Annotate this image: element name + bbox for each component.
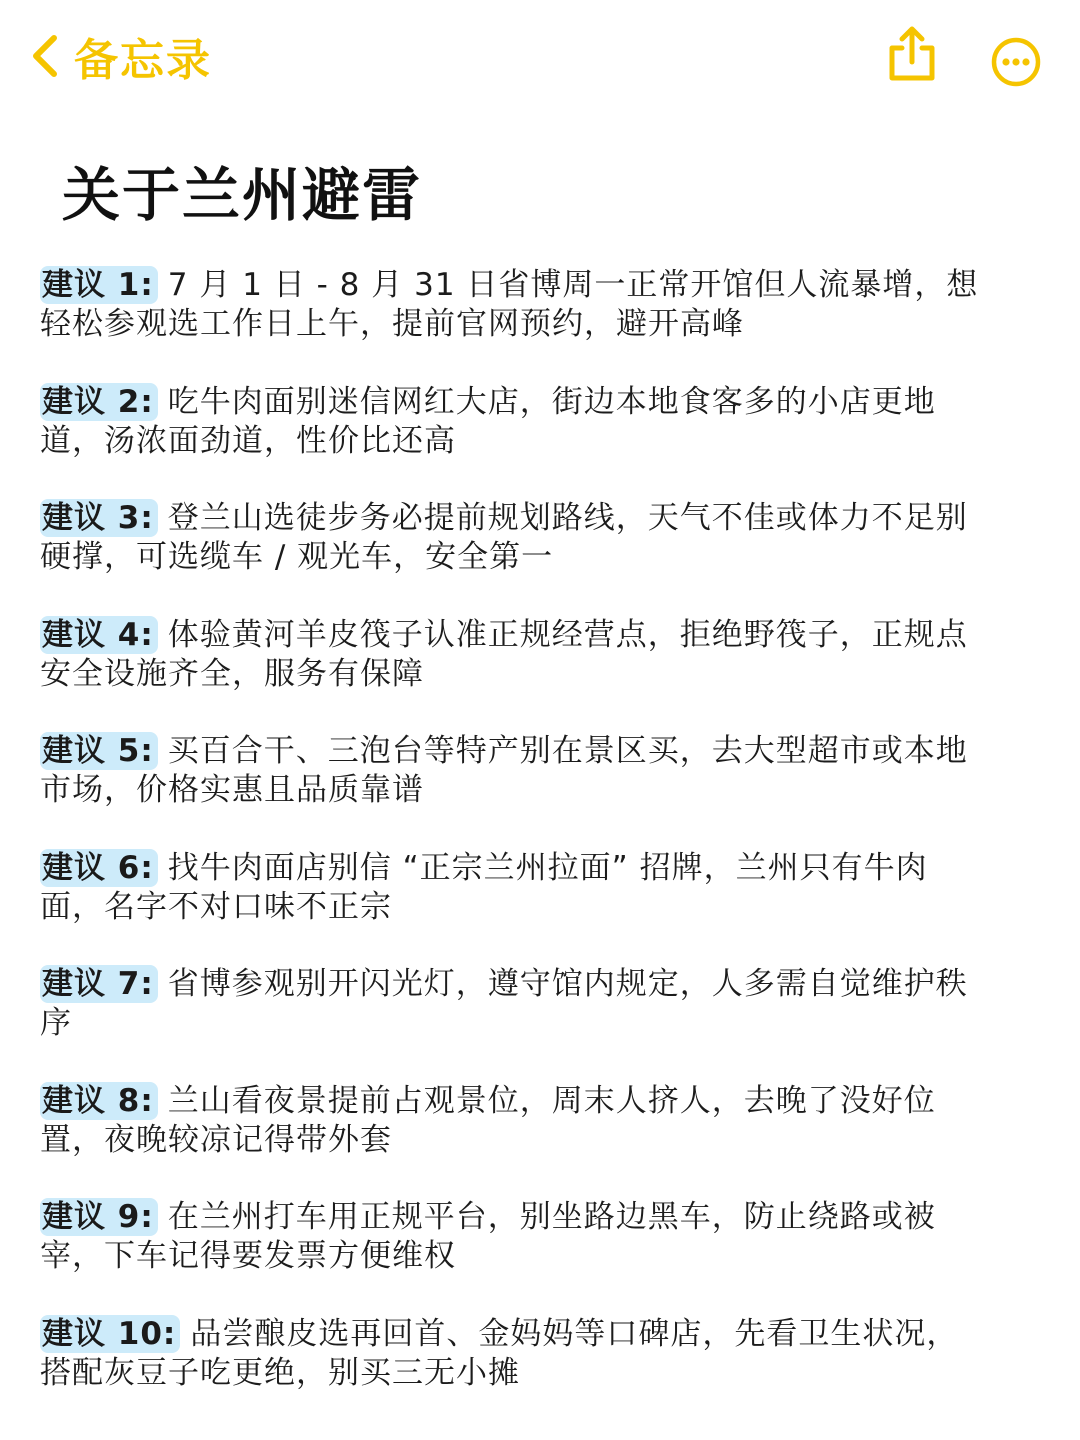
suggestion-item <box>40 383 990 461</box>
suggestion-tag: 建议 5: <box>40 732 158 770</box>
suggestion-text: 品尝酿皮选再回首、金妈妈等口碑店，先看卫生状况，搭配灰豆子吃更绝，别买三无小摊 <box>40 1315 959 1391</box>
navigation-bar <box>0 0 1080 110</box>
back-button[interactable] <box>30 26 212 86</box>
suggestion-text: 体验黄河羊皮筏子认准正规经营点，拒绝野筏子，正规点安全设施齐全，服务有保障 <box>40 616 968 692</box>
suggestion-tag: 建议 4: <box>40 616 158 654</box>
suggestion-tag: 建议 1: <box>40 266 158 304</box>
suggestion-item <box>40 732 990 810</box>
suggestion-text: 在兰州打车用正规平台，别坐路边黑车，防止绕路或被宰，下车记得要发票方便维权 <box>40 1199 936 1274</box>
back-button-label: 备忘录 <box>74 35 212 86</box>
suggestion-tag: 建议 8: <box>40 1082 158 1120</box>
suggestion-list <box>40 266 990 1431</box>
suggestion-item <box>40 499 990 577</box>
suggestion-text: 买百合干、三泡台等特产别在景区买，去大型超市或本地市场，价格实惠且品质靠谱 <box>40 733 968 808</box>
more-icon <box>990 36 1042 88</box>
suggestion-tag: 建议 10: <box>40 1315 180 1353</box>
suggestion-tag: 建议 7: <box>40 965 158 1003</box>
suggestion-item <box>40 849 990 927</box>
suggestion-text: 省博参观别开闪光灯，遵守馆内规定，人多需自觉维护秩序 <box>40 966 968 1041</box>
suggestion-tag: 建议 3: <box>40 499 158 537</box>
suggestion-item <box>40 1198 990 1276</box>
suggestion-item <box>40 1082 990 1160</box>
suggestion-tag: 建议 2: <box>40 383 158 421</box>
suggestion-item <box>40 266 990 344</box>
chevron-left-icon <box>30 34 60 78</box>
suggestion-item <box>40 1315 990 1393</box>
suggestion-tag: 建议 6: <box>40 849 158 887</box>
suggestion-item <box>40 616 990 694</box>
share-button[interactable] <box>884 24 940 84</box>
share-icon <box>884 24 940 84</box>
suggestion-text: 7 月 1 日 - 8 月 31 日省博周一正常开馆但人流暴增，想轻松参观选工作日上午，提前官网预约，避开高峰 <box>40 267 979 342</box>
suggestion-text: 找牛肉面店别信 “正宗兰州拉面” 招牌，兰州只有牛肉面，名字不对口味不正宗 <box>40 849 928 925</box>
more-button[interactable] <box>990 36 1042 88</box>
suggestion-tag: 建议 9: <box>40 1198 158 1236</box>
note-title: 关于兰州避雷 <box>62 161 423 229</box>
suggestion-text: 登兰山选徒步务必提前规划路线，天气不佳或体力不足别硬撑，可选缆车 / 观光车，安全第一 <box>40 500 968 575</box>
suggestion-text: 吃牛肉面别迷信网红大店，街边本地食客多的小店更地道，汤浓面劲道，性价比还高 <box>40 383 936 459</box>
suggestion-text: 兰山看夜景提前占观景位，周末人挤人，去晚了没好位置，夜晚较凉记得带外套 <box>40 1082 936 1158</box>
suggestion-item <box>40 965 990 1043</box>
